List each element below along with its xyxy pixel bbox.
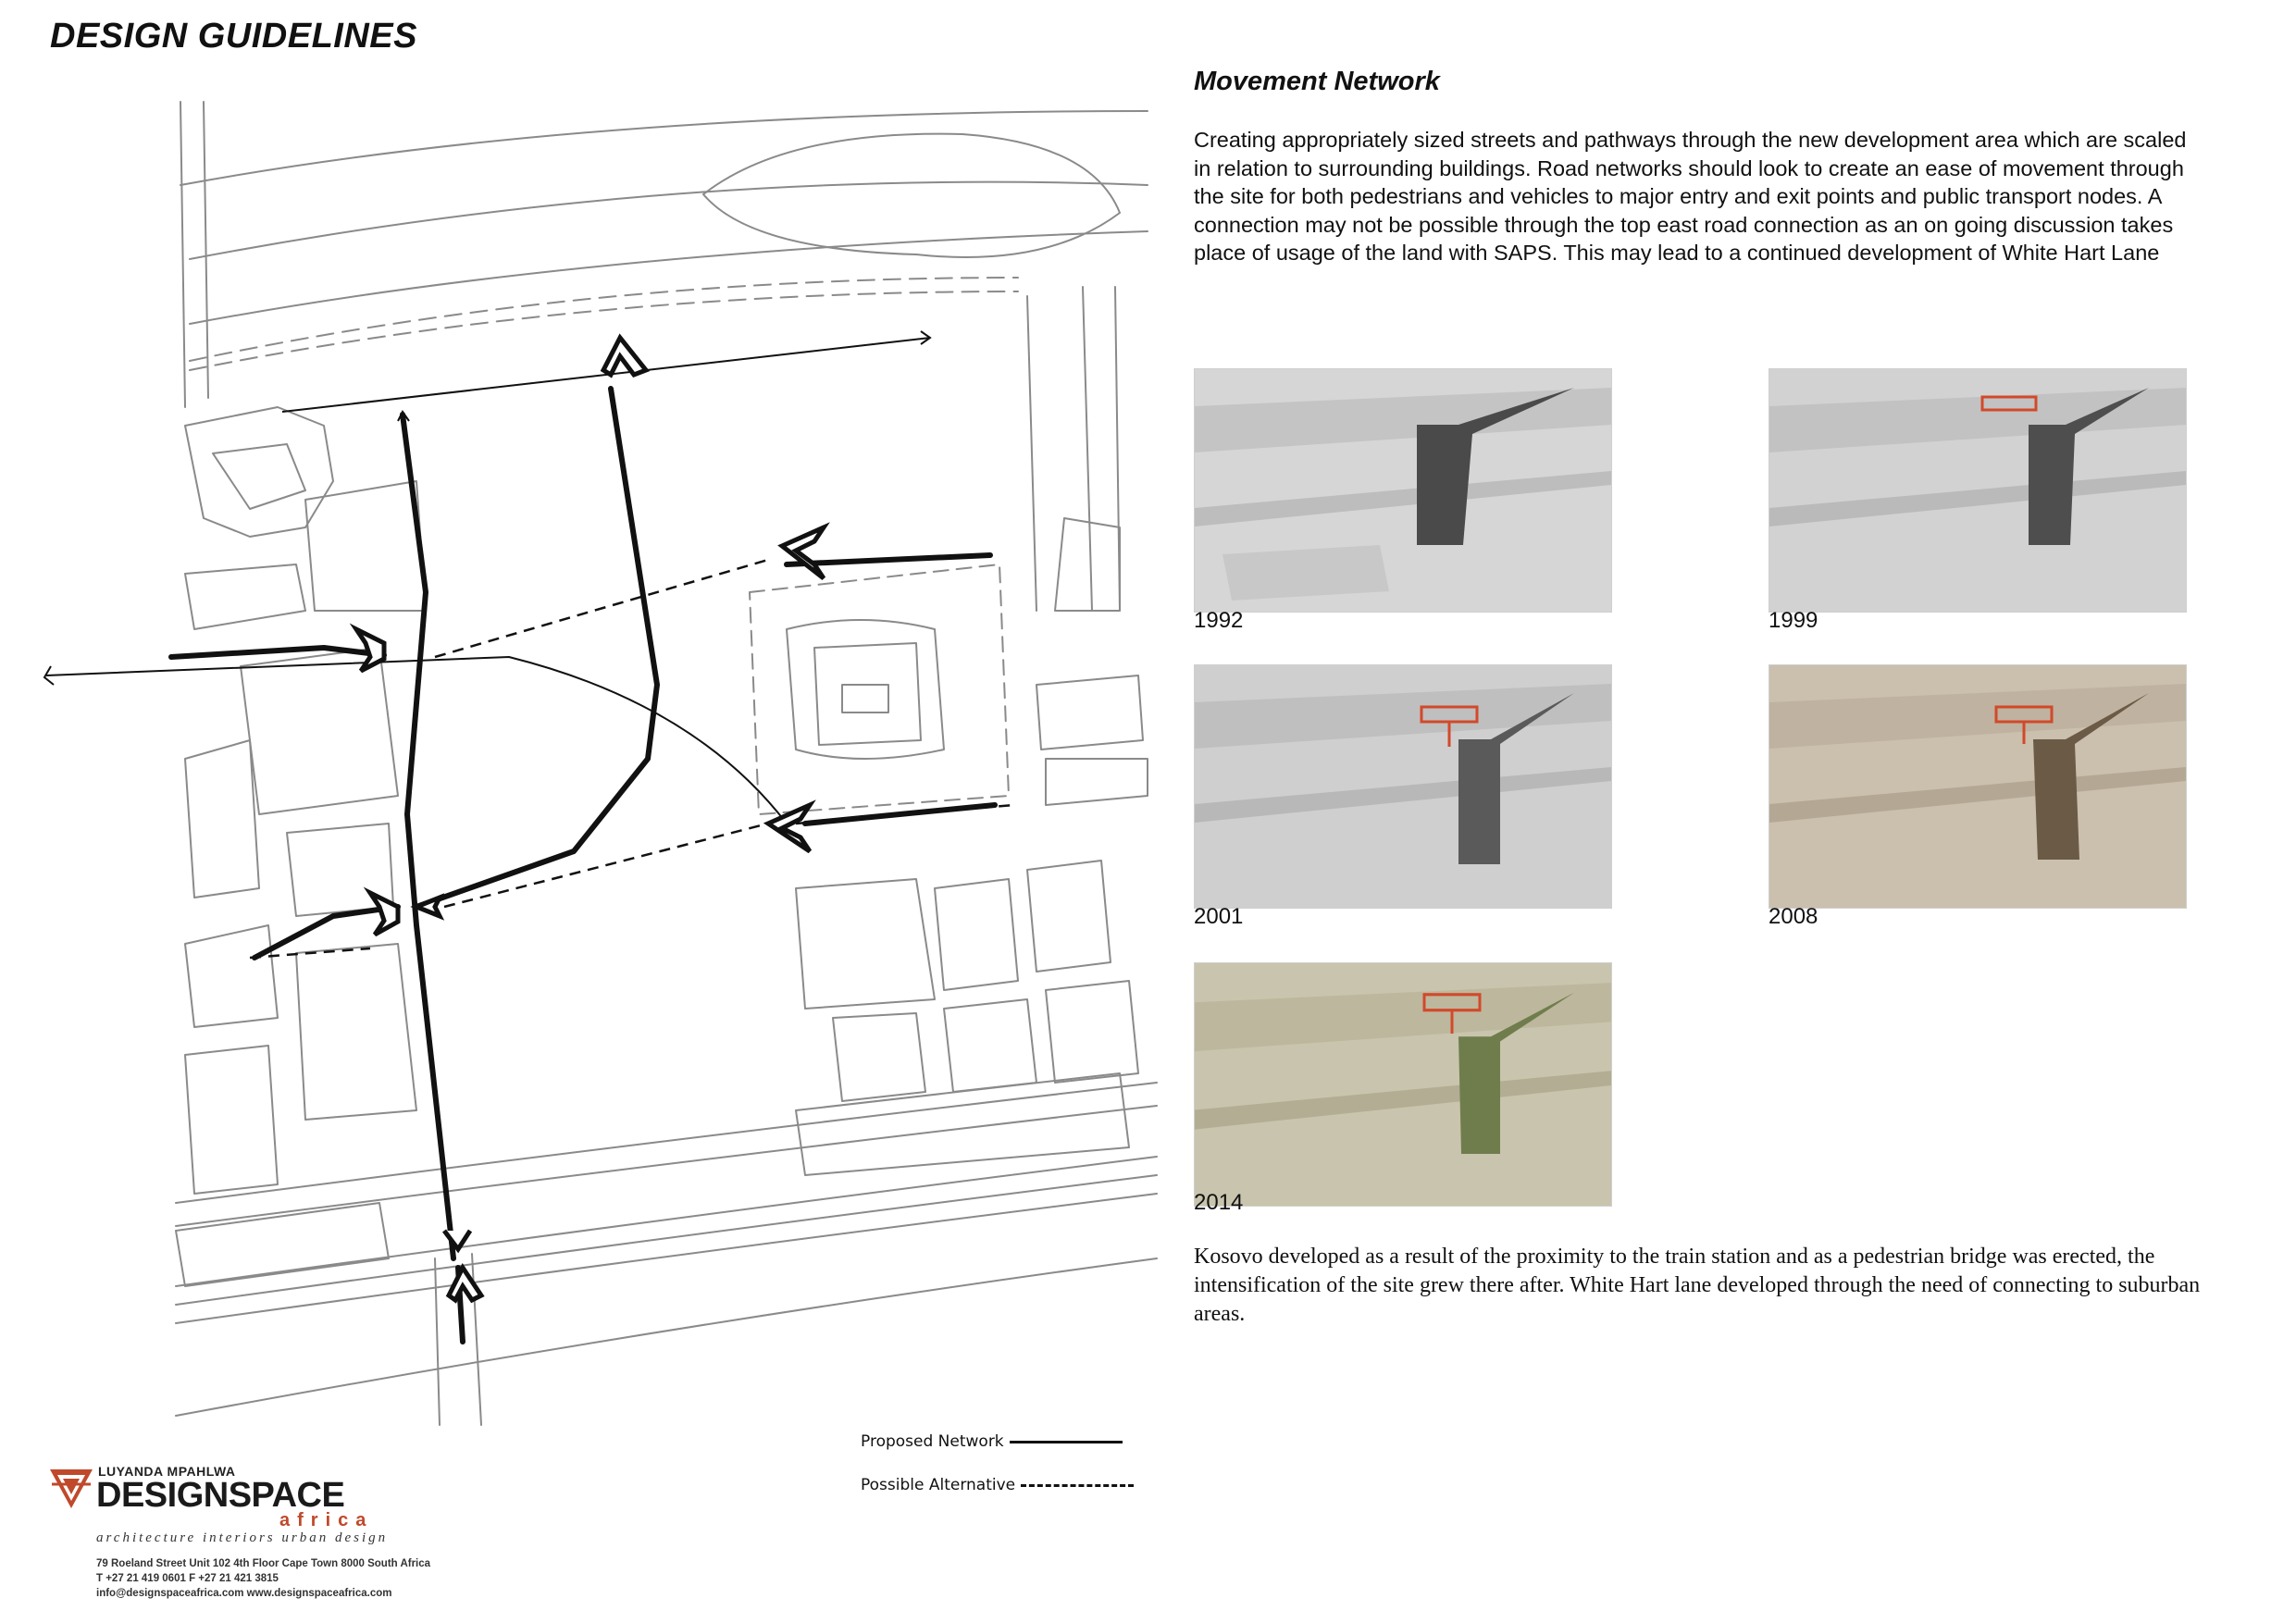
intro-paragraph: Creating appropriately sized streets and pathways through the new development area which are scaled in relation to surrounding buildings. Road networks should look to create an ease of movement through the site for both pedestrians and vehicles to major entry and exit points and public transport nodes. A connection may not be possible through the top east road connection as an on going discussion takes place of usage of the land with SAPS. This may lead to a continued development of White Hart Lane <box>1194 128 2187 265</box>
aerial-photo-2014 <box>1194 962 1612 1207</box>
legend-solid-line <box>1010 1441 1123 1443</box>
logo-tagline: architecture interiors urban design <box>96 1530 389 1545</box>
designspace-logo <box>48 1464 492 1603</box>
logo-wordmark: DESIGNSPACE <box>96 1476 345 1515</box>
year-label-1999: 1999 <box>1769 608 1818 633</box>
aerial-photo-2001 <box>1194 664 1612 909</box>
page-title: DESIGN GUIDELINES <box>50 17 417 56</box>
section-heading: Movement Network <box>1194 67 1440 96</box>
logo-region: africa <box>279 1510 374 1530</box>
aerial-photo-1999 <box>1769 368 2187 613</box>
legend-alternative-label: Possible Alternative <box>861 1476 1016 1494</box>
aerial-photo-2008 <box>1769 664 2187 909</box>
year-label-2001: 2001 <box>1194 904 1244 929</box>
year-label-1992: 1992 <box>1194 608 1244 633</box>
logo-address: 79 Roeland Street Unit 102 4th Floor Cape Town 8000 South Africa <box>96 1558 431 1569</box>
year-label-2014: 2014 <box>1194 1190 1244 1215</box>
movement-network-sketch <box>28 93 1166 1443</box>
aerial-photo-1992 <box>1194 368 1612 613</box>
legend-proposed <box>861 1432 1123 1451</box>
legend-dashed-line <box>1021 1484 1134 1487</box>
year-label-2008: 2008 <box>1769 904 1818 929</box>
logo-phone: T +27 21 419 0601 F +27 21 421 3815 <box>96 1573 279 1584</box>
kosovo-caption: Kosovo developed as a result of the proximity to the train station and as a pedestrian bridge was erected, the intensification of the site grew there after. White Hart lane developed through the need of connecting to suburban areas. <box>1194 1245 2201 1326</box>
logo-web: info@designspaceafrica.com www.designspaceafrica.com <box>96 1588 392 1599</box>
logo-top-line: LUYANDA MPAHLWA <box>98 1464 236 1479</box>
legend-alternative <box>861 1476 1134 1494</box>
logo-mark-icon <box>48 1464 94 1512</box>
legend-proposed-label: Proposed Network <box>861 1432 1004 1451</box>
